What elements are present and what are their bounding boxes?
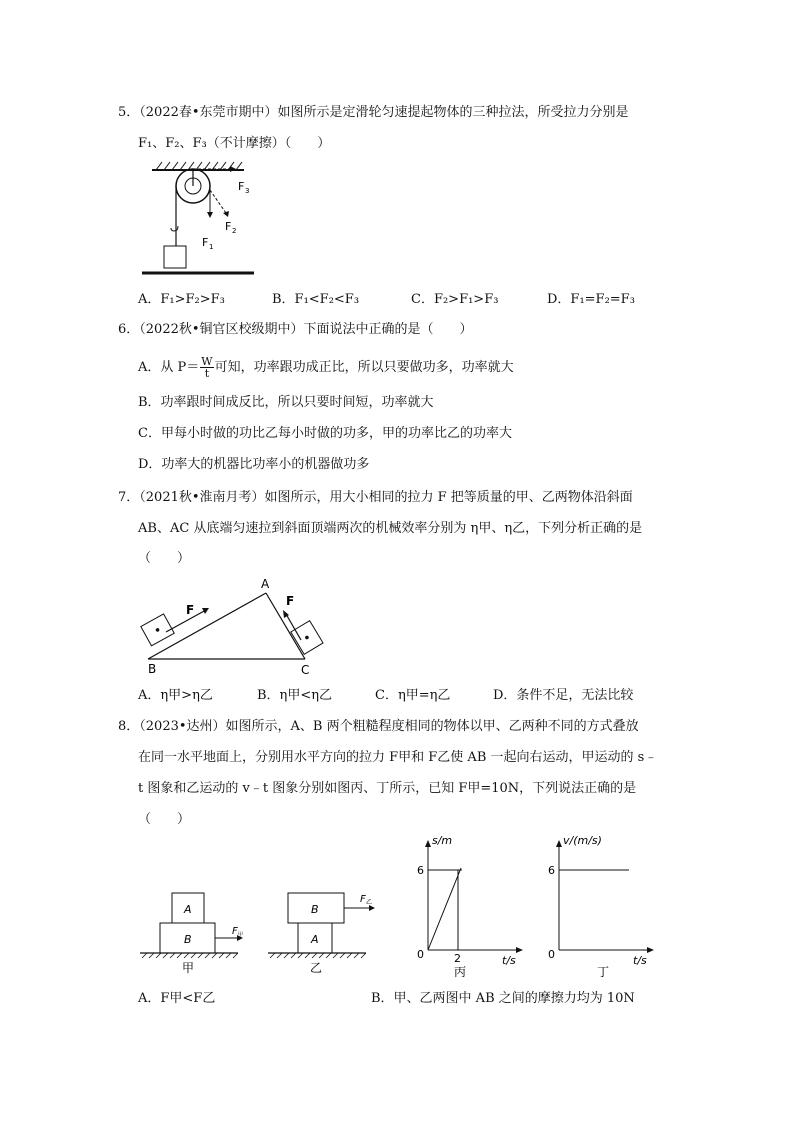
- q5-stem-line1: 5．（2022春•东莞市期中）如图所示是定滑轮匀速提起物体的三种拉法，所受拉力分别是: [118, 105, 629, 120]
- q7-label-c: C: [301, 663, 310, 677]
- q7-option-b: B．η甲<η乙: [257, 688, 333, 703]
- ding-caption: 丁: [597, 965, 610, 979]
- jia-block-a: A: [184, 903, 192, 916]
- q8-stem-line1: 8．（2023•达州）如图所示，A、B 两个粗糙程度相同的物体以甲、乙两种不同的方式叠放: [118, 719, 639, 734]
- q7-incline-figure: [138, 574, 338, 678]
- svg-text:1: 1: [209, 243, 214, 251]
- q8-stem-line3: t 图象和乙运动的 v﹣t 图象分别如图丙、丁所示，已知 F甲=10N，下列说法正确的是: [138, 781, 637, 796]
- q8-option-a: A．F甲<F乙: [138, 991, 216, 1006]
- bing-origin: 0: [417, 948, 424, 961]
- q5-option-a: A．F₁>F₂>F₃: [138, 292, 225, 307]
- q8-option-b: B．甲、乙两图中 AB 之间的摩擦力均为 10N: [371, 991, 635, 1006]
- bing-x-tick: 2: [454, 952, 461, 965]
- q7-label-f-ac: F: [286, 594, 295, 608]
- q5-option-c: C．F₂>F₁>F₃: [411, 292, 499, 307]
- q7-option-a: A．η甲>η乙: [138, 688, 213, 703]
- q8-figure-jia: [136, 888, 246, 978]
- q8-graph-ding: [543, 830, 663, 980]
- svg-text:乙: 乙: [366, 899, 373, 906]
- ding-xlabel: t/s: [633, 954, 647, 967]
- q6-stem: 6．（2022秋•铜官区校级期中）下面说法中正确的是（ ）: [118, 322, 473, 337]
- bing-xlabel: t/s: [502, 954, 516, 967]
- q8-stem-line2: 在同一水平地面上，分别用水平方向的拉力 F甲和 F乙使 AB 一起向右运动，甲运动的 s﹣: [138, 750, 658, 765]
- jia-force-label: F: [232, 926, 238, 937]
- q8-graph-bing: [412, 830, 532, 980]
- svg-text:甲: 甲: [238, 932, 244, 938]
- q6-option-c: C．甲每小时做的功比乙每小时做的功多，甲的功率比乙的功率大: [138, 426, 512, 441]
- q7-option-c: C．η甲=η乙: [375, 688, 451, 703]
- q7-label-f-ab: F: [186, 603, 195, 617]
- svg-text:3: 3: [245, 187, 250, 195]
- q6-option-d: D．功率大的机器比功率小的机器做功多: [138, 457, 370, 472]
- q6-option-a: A．从 P＝ $\frac{W}{t}$ 可知，功率跟功成正比，所以只要做功多，功率就大: [138, 355, 514, 380]
- bing-caption: 丙: [454, 965, 467, 979]
- jia-caption: 甲: [182, 961, 195, 975]
- q7-stem-line3: （ ）: [138, 551, 191, 566]
- ding-y-tick: 6: [548, 864, 555, 877]
- q7-option-d: D．条件不足，无法比较: [493, 688, 634, 703]
- q5-pulley-figure: [138, 160, 268, 282]
- ding-origin: 0: [548, 948, 555, 961]
- yi-block-a: A: [311, 933, 319, 946]
- q5-label-f3: F: [238, 180, 245, 193]
- ding-ylabel: v/(m/s): [563, 834, 602, 847]
- q5-stem-line2: F₁、F₂、F₃（不计摩擦）（ ）: [138, 136, 331, 151]
- q8-figure-yi: [264, 888, 384, 978]
- svg-text:2: 2: [232, 227, 237, 235]
- yi-force-label: F: [360, 894, 366, 905]
- q7-label-a: A: [261, 577, 270, 591]
- yi-caption: 乙: [310, 961, 323, 975]
- q7-stem-line1: 7．（2021秋•淮南月考）如图所示，用大小相同的拉力 F 把等质量的甲、乙两物体沿斜面: [118, 490, 633, 505]
- q5-option-b: B．F₁<F₂<F₃: [272, 292, 360, 307]
- bing-y-tick: 6: [417, 864, 424, 877]
- q7-label-b: B: [148, 662, 157, 676]
- yi-block-b: B: [311, 903, 319, 916]
- jia-block-b: B: [184, 933, 192, 946]
- q8-stem-line4: （ ）: [138, 812, 191, 827]
- q7-stem-line2: AB、AC 从底端匀速拉到斜面顶端两次的机械效率分别为 η甲、η乙，下列分析正确的是: [138, 521, 643, 536]
- q5-option-d: D．F₁=F₂=F₃: [547, 292, 635, 307]
- q5-label-f1: F: [202, 236, 209, 249]
- q5-label-f2: F: [225, 220, 232, 233]
- bing-ylabel: s/m: [432, 834, 453, 847]
- power-formula-fraction: $\frac{W}{t}$: [201, 355, 213, 380]
- q6-option-b: B．功率跟时间成反比，所以只要时间短，功率就大: [138, 395, 434, 410]
